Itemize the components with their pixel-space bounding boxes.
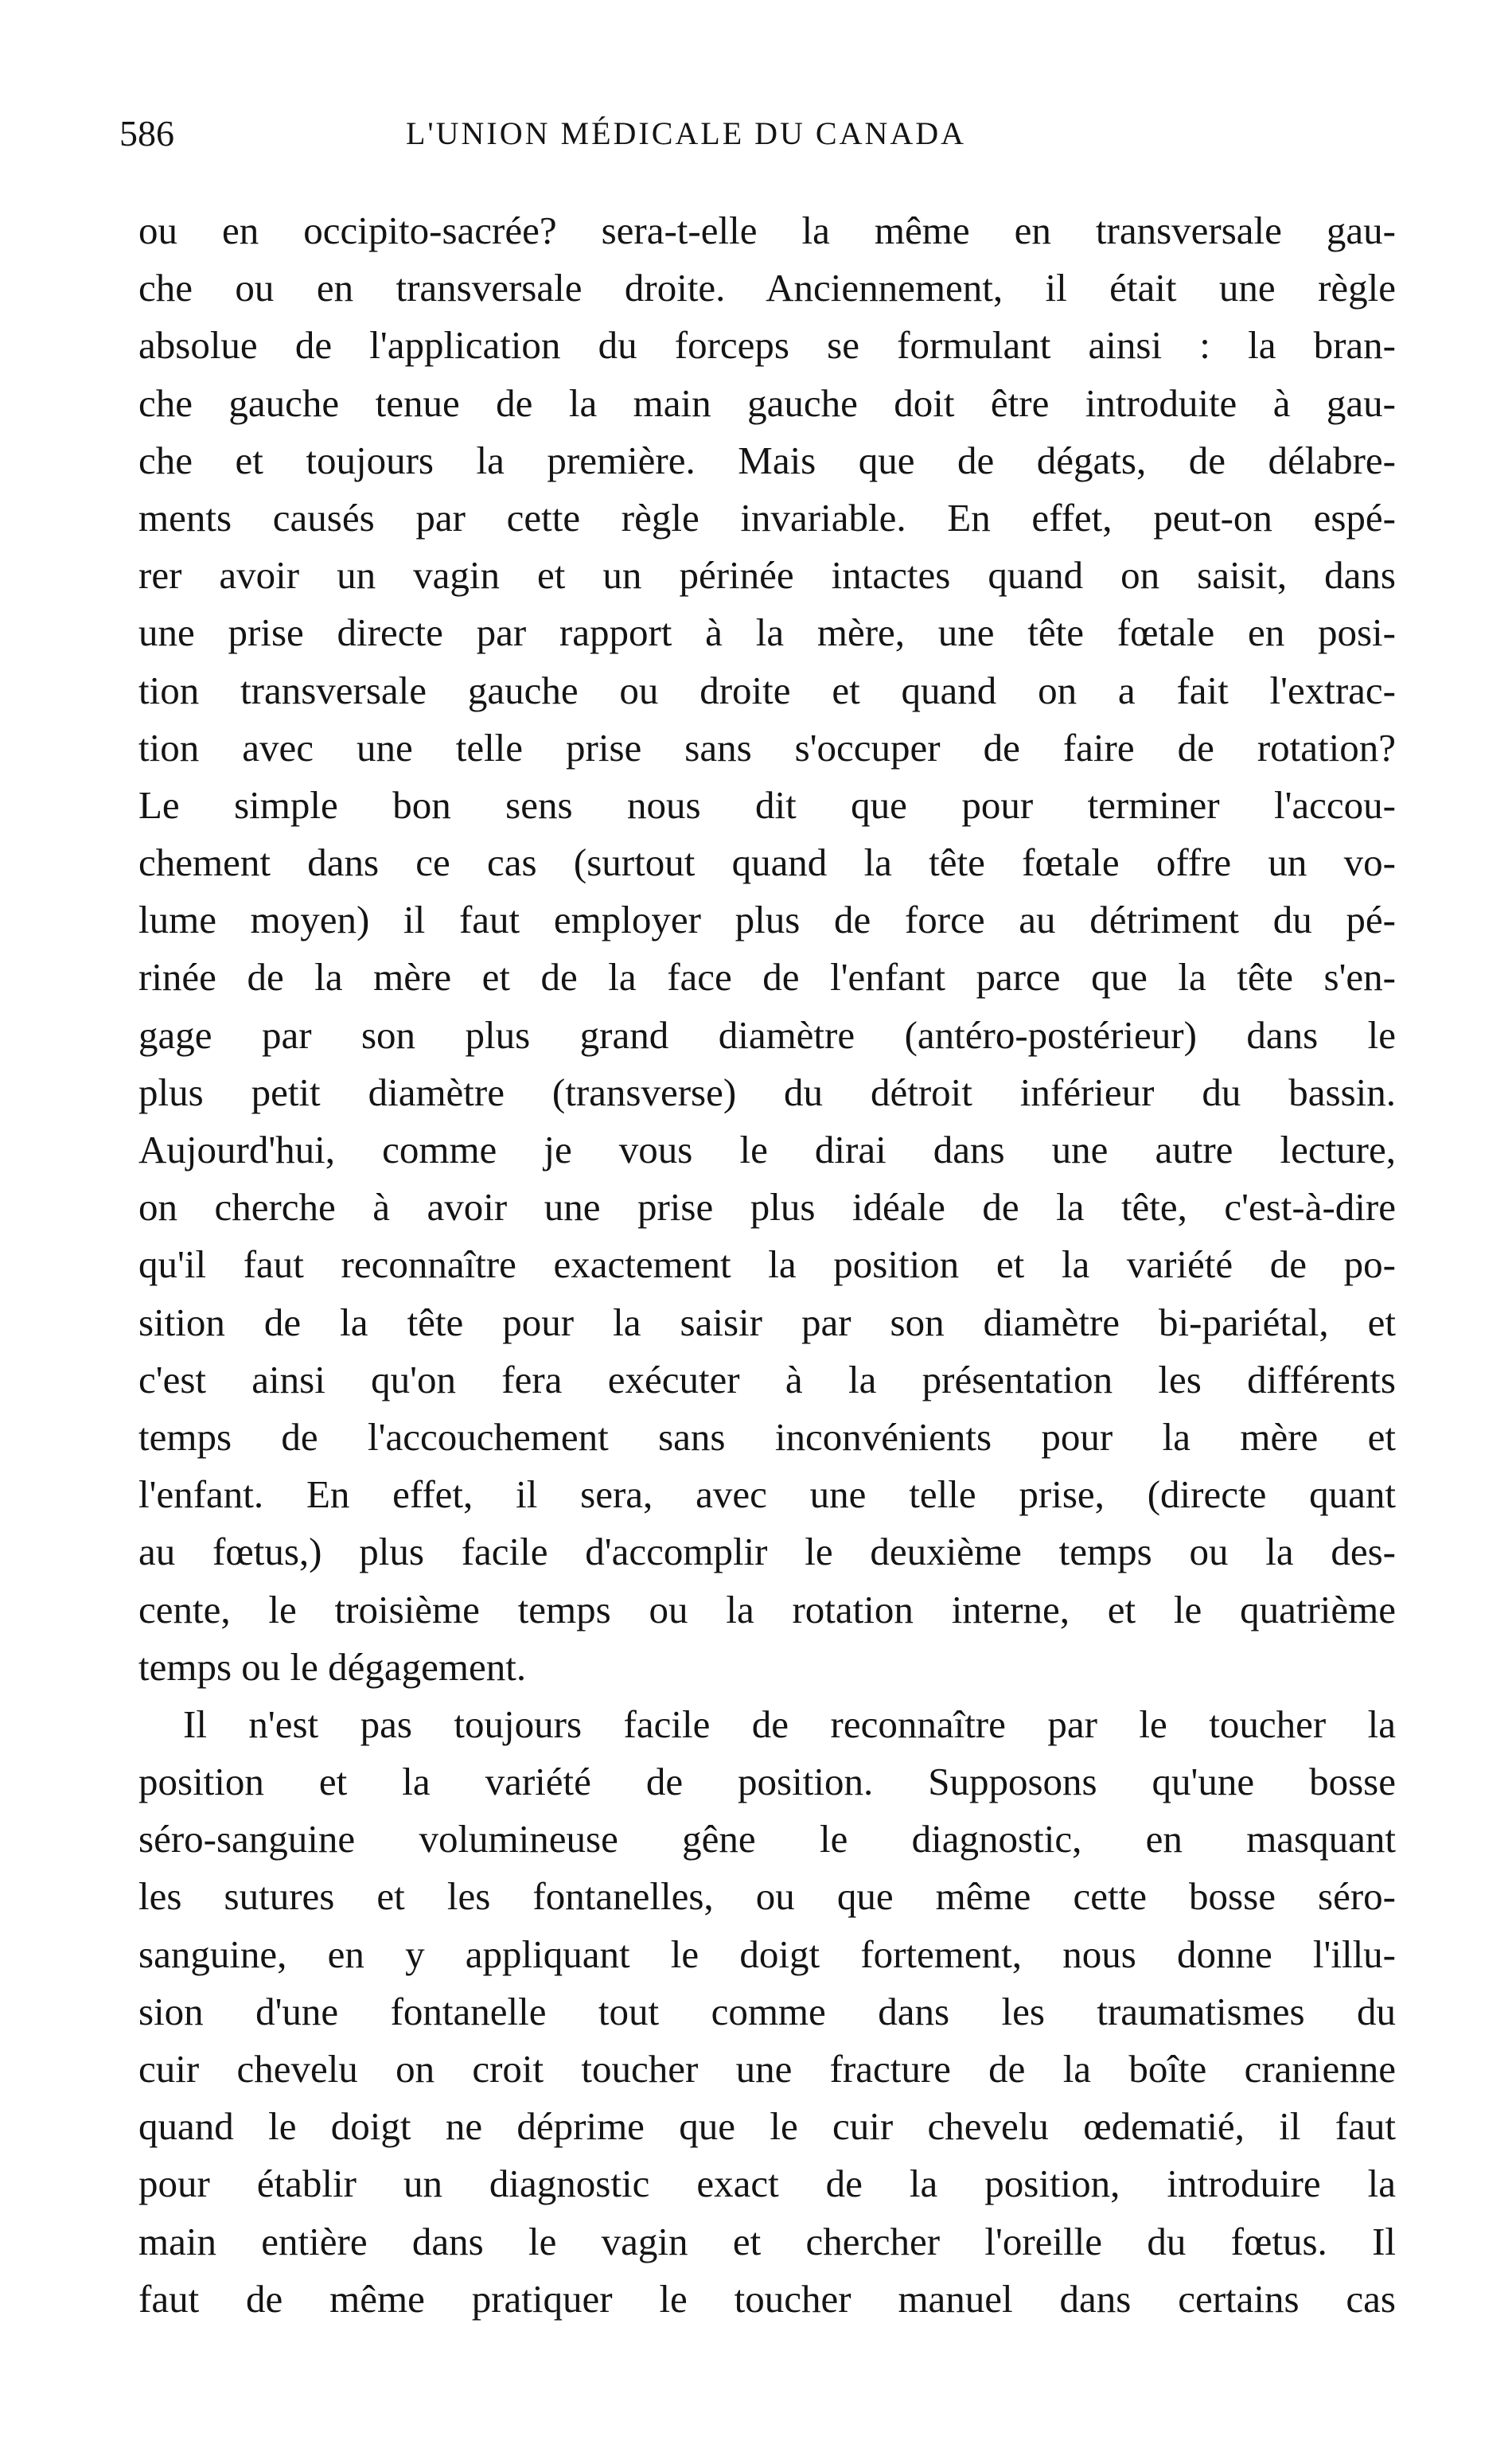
body-text xyxy=(138,202,1396,2328)
text-line: qu'il faut reconnaître exactement la position et la variété de po- xyxy=(138,1242,1396,1287)
text-line: plus petit diamètre (transverse) du détroit inférieur du bassin. xyxy=(138,1070,1396,1114)
text-line: sition de la tête pour la saisir par son diamètre bi-pariétal, et xyxy=(138,1300,1396,1344)
text-line: au fœtus,) plus facile d'accomplir le deuxième temps ou la des- xyxy=(138,1530,1396,1574)
text-line: che ou en transversale droite. Anciennement, il était une règle xyxy=(138,266,1396,310)
text-line: rer avoir un vagin et un périnée intactes quand on saisit, dans xyxy=(138,553,1396,598)
text-line: cente, le troisième temps ou la rotation interne, et le quatrième xyxy=(138,1587,1396,1631)
text-line: sion d'une fontanelle tout comme dans les traumatismes du xyxy=(138,1989,1396,2033)
text-line: quand le doigt ne déprime que le cuir chevelu œdematié, il faut xyxy=(138,2104,1396,2149)
text-line: main entière dans le vagin et chercher l'oreille du fœtus. Il xyxy=(138,2219,1396,2263)
text-line: Aujourd'hui, comme je vous le dirai dans une autre lecture, xyxy=(138,1128,1396,1171)
text-line: l'enfant. En effet, il sera, avec une telle prise, (directe quant xyxy=(138,1472,1396,1517)
text-line: ments causés par cette règle invariable. En effet, peut-on espé- xyxy=(138,495,1396,540)
text-line: tion avec une telle prise sans s'occuper de faire de rotation? xyxy=(138,725,1396,770)
text-line: temps de l'accouchement sans inconvénients pour la mère et xyxy=(138,1414,1396,1459)
text-line: lume moyen) il faut employer plus de force au détriment du pé- xyxy=(138,898,1396,942)
text-line: ou en occipito-sacrée? sera-t-elle la même en transversale gau- xyxy=(138,209,1396,252)
text-line: tion transversale gauche ou droite et quand on a fait l'extrac- xyxy=(138,668,1396,712)
text-line: faut de même pratiquer le toucher manuel dans certains cas xyxy=(138,2276,1396,2321)
text-line: Le simple bon sens nous dit que pour terminer l'accou- xyxy=(138,782,1396,827)
text-line: on cherche à avoir une prise plus idéale de la tête, c'est-à-dire xyxy=(138,1185,1396,1230)
text-line: gage par son plus grand diamètre (antéro-postérieur) dans le xyxy=(138,1012,1396,1057)
running-head xyxy=(119,102,1146,166)
text-line: absolue de l'application du forceps se formulant ainsi : la bran- xyxy=(138,323,1396,368)
text-line: pour établir un diagnostic exact de la position, introduire la xyxy=(138,2162,1396,2206)
text-line: sanguine, en y appliquant le doigt fortement, nous donne l'illu- xyxy=(138,1932,1396,1976)
text-line: séro-sanguine volumineuse gêne le diagnostic, en masquant xyxy=(138,1817,1396,1861)
text-line: position et la variété de position. Supposons qu'une bosse xyxy=(138,1760,1396,1804)
text-line: cuir chevelu on croit toucher une fracture de la boîte cranienne xyxy=(138,2047,1396,2091)
text-line: rinée de la mère et de la face de l'enfant parce que la tête s'en- xyxy=(138,955,1396,1000)
text-line: c'est ainsi qu'on fera exécuter à la présentation les différents xyxy=(138,1357,1396,1401)
text-line: les sutures et les fontanelles, ou que même cette bosse séro- xyxy=(138,1874,1396,1919)
page-number: 586 xyxy=(119,113,174,154)
text-line: chement dans ce cas (surtout quand la tête fœtale offre un vo- xyxy=(138,840,1396,885)
text-line: une prise directe par rapport à la mère, une tête fœtale en posi- xyxy=(138,610,1396,655)
journal-title: L'UNION MÉDICALE DU CANADA xyxy=(406,115,967,151)
text-line: che et toujours la première. Mais que de dégats, de délabre- xyxy=(138,438,1396,482)
paragraph-end-line: temps ou le dégagement. xyxy=(138,1644,527,1689)
paragraph-start-line: Il n'est pas toujours facile de reconnaître par le toucher la xyxy=(183,1702,1396,1746)
text-line: che gauche tenue de la main gauche doit être introduite à gau- xyxy=(138,380,1396,425)
